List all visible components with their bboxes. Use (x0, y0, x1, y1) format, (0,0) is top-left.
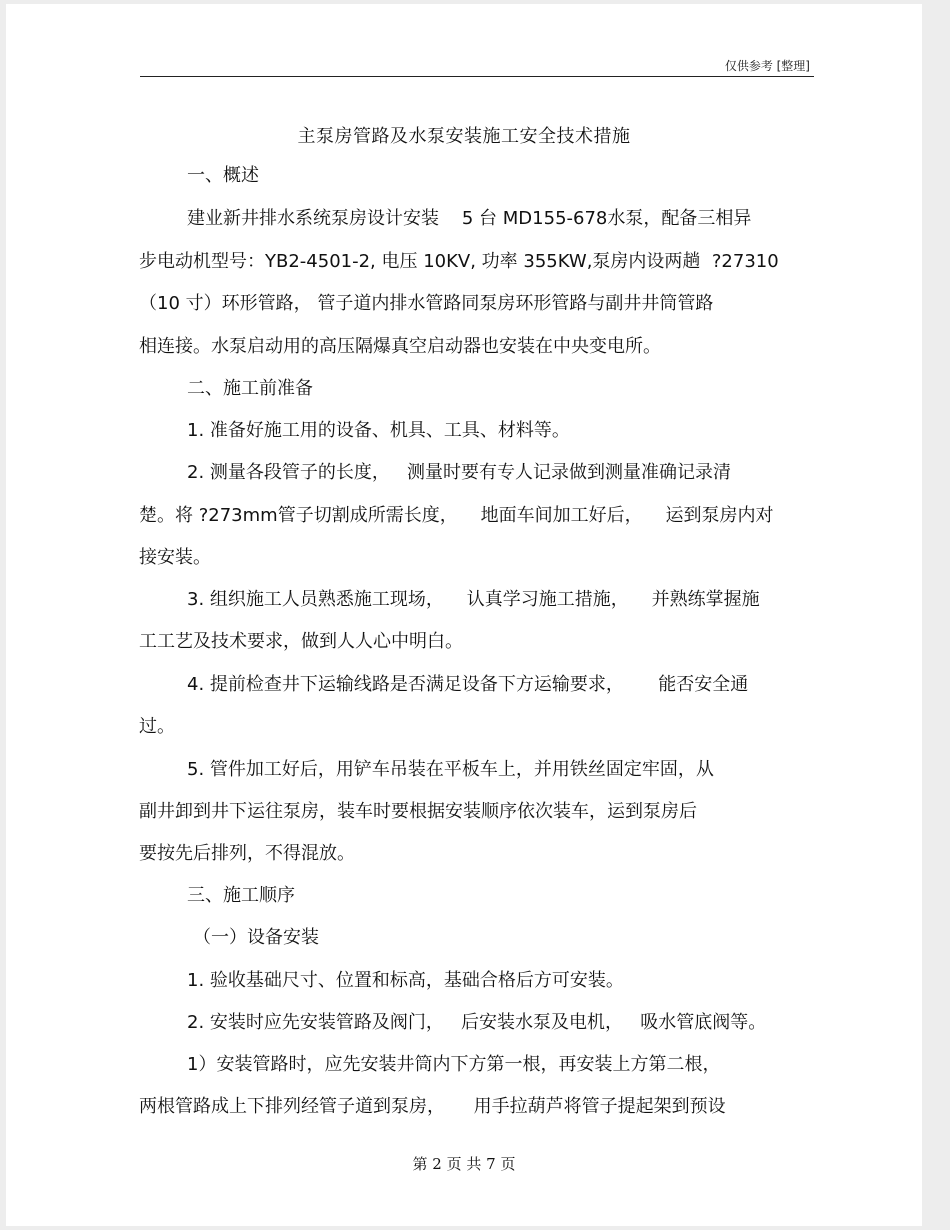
page-number: 第 2 页 共 7 页 (412, 1155, 516, 1173)
list-item: 5. 管件加工好后，用铲车吊装在平板车上，并用铁丝固定牢固，从 (187, 759, 714, 780)
paragraph-line: 相连接。水泵启动用的高压隔爆真空启动器也安装在中央变电所。 (139, 336, 661, 357)
list-item: 2. 测量各段管子的长度， 测量时要有专人记录做到测量准确记录清 (187, 462, 732, 483)
paragraph-line: 副井卸到井下运往泵房，装车时要根据安装顺序依次装车，运到泵房后 (139, 801, 697, 822)
subsection-heading: （一）设备安装 (193, 927, 319, 948)
document-page (6, 4, 922, 1226)
section-heading: 三、施工顺序 (187, 885, 295, 906)
list-item: 1）安装管路时，应先安装井筒内下方第一根，再安装上方第二根， (187, 1054, 721, 1075)
paragraph-line: 两根管路成上下排列经管子道到泵房， 用手拉葫芦将管子提起架到预设 (139, 1096, 726, 1117)
header-note: 仅供参考 [整理] (724, 59, 810, 73)
header-divider (140, 76, 814, 77)
paragraph-line: 工工艺及技术要求，做到人人心中明白。 (139, 631, 463, 652)
paragraph-line: 接安装。 (139, 547, 211, 568)
list-item: 1. 准备好施工用的设备、机具、工具、材料等。 (187, 420, 570, 441)
section-heading: 二、施工前准备 (187, 378, 313, 399)
paragraph-line: 楚。将 ?273mm管子切割成所需长度， 地面车间加工好后， 运到泵房内对 (139, 505, 774, 526)
paragraph-line: 过。 (139, 716, 175, 737)
list-item: 2. 安装时应先安装管路及阀门， 后安装水泵及电机， 吸水管底阀等。 (187, 1012, 767, 1033)
paragraph-line: 建业新井排水系统泵房设计安装 5 台 MD155-678水泵，配备三相异 (187, 208, 752, 229)
list-item: 1. 验收基础尺寸、位置和标高，基础合格后方可安装。 (187, 970, 624, 991)
paragraph-line: 要按先后排列，不得混放。 (139, 843, 355, 864)
section-heading: 一、概述 (187, 165, 259, 186)
document-title: 主泵房管路及水泵安装施工安全技术措施 (297, 126, 631, 147)
list-item: 4. 提前检查井下运输线路是否满足设备下方运输要求， 能否安全通 (187, 674, 749, 695)
paragraph-line: （10 寸）环形管路， 管子道内排水管路同泵房环形管路与副井井筒管路 (139, 293, 714, 314)
list-item: 3. 组织施工人员熟悉施工现场， 认真学习施工措施， 并熟练掌握施 (187, 589, 760, 610)
paragraph-line: 步电动机型号：YB2-4501-2, 电压 10KV, 功率 355KW,泵房内设两趟 ?27310 (139, 251, 779, 272)
